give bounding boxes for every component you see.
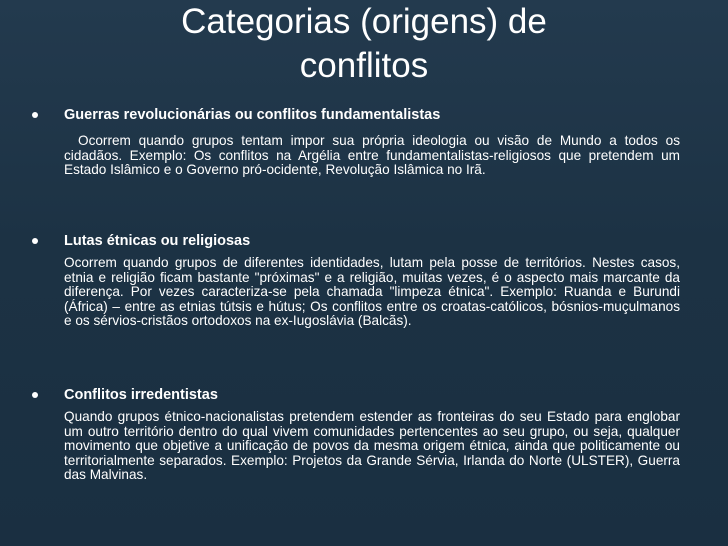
section-irredentist bbox=[28, 386, 680, 483]
section-body: Ocorrem quando grupos tentam impor sua própria ideologia ou visão de Mundo a todos os cidadãos. Exemplo: Os conflitos na Argélia entre fundamentalistas-religiosos que pretendem um Estado Islâmico e o Governo pró-ocidente, Revolução Islâmica no Irã. bbox=[64, 133, 680, 177]
heading-text: Lutas étnicas ou religiosas bbox=[64, 233, 251, 249]
section-ethnic-religious bbox=[28, 232, 680, 329]
section-body: Quando grupos étnico-nacionalistas pretendem estender as fronteiras do seu Estado para englobar um outro território dentro do qual vivem comunidades pertencentes ao seu grupo, ou seja, qualquer movimento que objetive a unificação de povos da mesma origem étnica, ainda que politicamente ou territorialmente separados. Exemplo: Projetos da Grande Sérvia, Irlanda do Norte (ULSTER), Guerra das Malvinas. bbox=[64, 409, 680, 482]
bullet-heading bbox=[28, 232, 680, 250]
heading-text: Guerras revolucionárias ou conflitos fundamentalistas bbox=[64, 107, 441, 123]
bullet-icon bbox=[32, 392, 38, 398]
heading-text: Conflitos irredentistas bbox=[64, 387, 218, 403]
section-revolutionary-wars bbox=[28, 106, 680, 178]
bullet-icon bbox=[32, 238, 38, 244]
bullet-heading bbox=[28, 106, 680, 124]
bullet-icon bbox=[32, 112, 38, 118]
title-line-1: Categorias (origens) de bbox=[181, 2, 547, 41]
bullet-heading bbox=[28, 386, 680, 404]
section-body: Ocorrem quando grupos de diferentes identidades, lutam pela posse de territórios. Nestes casos, etnia e religião ficam bastante "próximas" e a religião, muitas vezes, é o aspecto mais marcante da diferença. Por vezes caracteriza-se pela chamada "limpeza étnica". Exemplo: Ruanda e Burundi (África) – entre as etnias tútsis e hútus; Os conflitos entre os croatas-católicos, bósnios-muçulmanos e os sérvios-cristãos ortodoxos na ex-Iugoslávia (Balcãs). bbox=[64, 255, 680, 328]
slide-title bbox=[80, 0, 648, 88]
title-line-2: conflitos bbox=[299, 46, 429, 85]
